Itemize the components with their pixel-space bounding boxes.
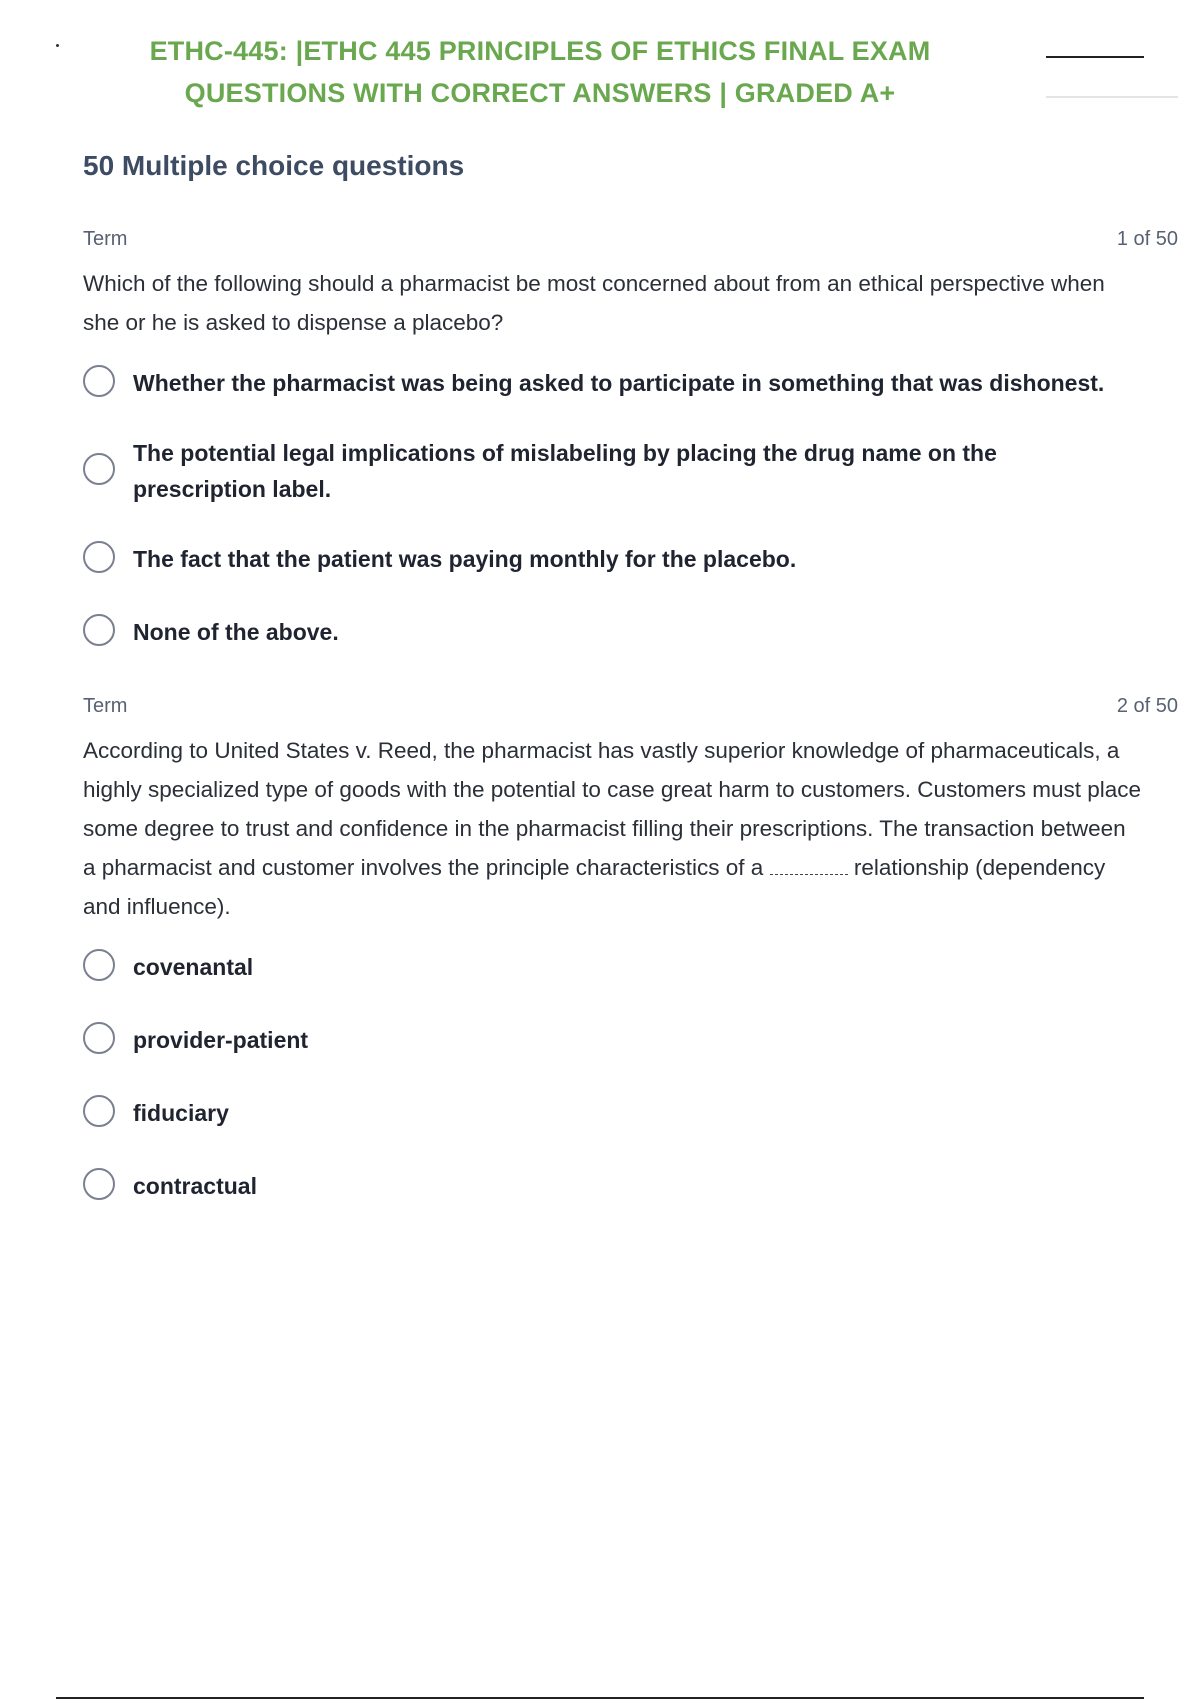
answer-option[interactable] <box>83 1092 1178 1134</box>
question-counter: 1 of 50 <box>1116 228 1178 250</box>
answer-option-label: fiduciary <box>133 1100 229 1126</box>
header-rule-light <box>1046 96 1178 98</box>
radio-button[interactable] <box>83 453 115 485</box>
answer-option[interactable] <box>83 538 1178 580</box>
term-label: Term <box>83 228 128 250</box>
question-text: Which of the following should a pharmacist be most concerned about from an ethical perspective when she or he is asked to dispense a placebo? <box>83 271 1105 335</box>
question-header <box>83 228 1178 254</box>
question-text-after-blank: relationship (dependency and influence). <box>83 855 1106 919</box>
answer-option-label: provider-patient <box>133 1027 309 1053</box>
footer-rule <box>56 1697 1144 1699</box>
fill-in-blank <box>770 874 848 875</box>
answer-option[interactable] <box>83 946 1178 988</box>
answer-option[interactable] <box>83 611 1178 653</box>
answer-option[interactable] <box>83 435 1178 507</box>
answer-option-label: covenantal <box>133 954 254 980</box>
answer-option[interactable] <box>83 362 1178 404</box>
term-label: Term <box>83 695 128 717</box>
radio-button[interactable] <box>83 541 115 573</box>
answer-options <box>83 362 1178 653</box>
question-card-2 <box>83 695 1178 1238</box>
radio-button[interactable] <box>83 1022 115 1054</box>
radio-button[interactable] <box>83 1168 115 1200</box>
radio-button[interactable] <box>83 1095 115 1127</box>
title-line-1: ETHC-445: |ETHC 445 PRINCIPLES OF ETHICS FINAL EXAM <box>149 36 931 66</box>
radio-button[interactable] <box>83 365 115 397</box>
answer-option[interactable] <box>83 1165 1178 1207</box>
answer-option-label: None of the above. <box>133 619 339 645</box>
radio-button[interactable] <box>83 949 115 981</box>
radio-button[interactable] <box>83 614 115 646</box>
section-heading: 50 Multiple choice questions <box>83 150 465 181</box>
question-counter: 2 of 50 <box>1116 695 1178 717</box>
question-card-1 <box>83 228 1178 684</box>
answer-option-label: The potential legal implications of mislabeling by placing the drug name on the prescription label. <box>133 440 997 502</box>
answer-option-label: contractual <box>133 1173 257 1199</box>
question-header <box>83 695 1178 721</box>
header-rule <box>1046 56 1144 58</box>
answer-option[interactable] <box>83 1019 1178 1061</box>
document-title <box>60 30 1020 114</box>
question-text <box>83 731 1143 926</box>
answer-option-label: The fact that the patient was paying monthly for the placebo. <box>133 546 797 572</box>
bullet-dot <box>56 44 59 47</box>
answer-options <box>83 946 1178 1207</box>
title-line-2: QUESTIONS WITH CORRECT ANSWERS | GRADED A+ <box>184 78 896 108</box>
answer-option-label: Whether the pharmacist was being asked to participate in something that was dishonest. <box>133 370 1105 396</box>
question-text-before-blank: According to United States v. Reed, the pharmacist has vastly superior knowledge of pharmaceuticals, a highly specialized type of goods with the potential to case great harm to customers. Customers must place some degree to trust and confidence in the pharmacist filling their prescriptions. The transaction between a pharmacist and customer involves the principle characteristics of a <box>83 738 1142 880</box>
